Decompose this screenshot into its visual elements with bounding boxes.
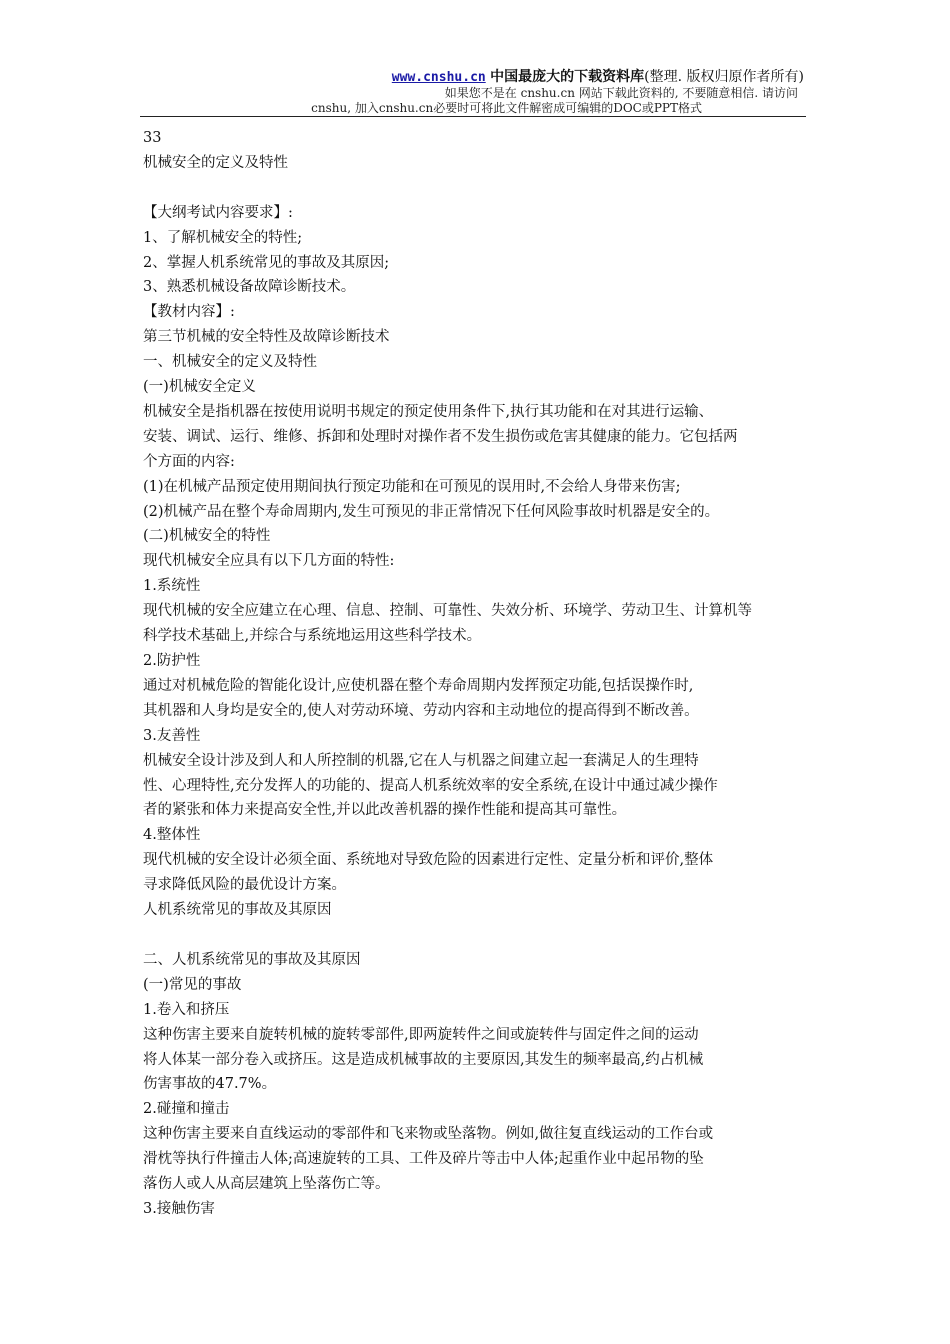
text-line: 2.防护性 <box>143 653 201 670</box>
text-line: (2)机械产品在整个寿命周期内,发生可预见的非正常情况下任何风险事故时机器是安全的。 <box>143 503 720 520</box>
text-line: 3.接触伤害 <box>143 1200 215 1217</box>
text-line: 现代机械安全应具有以下几方面的特性: <box>143 553 395 570</box>
document-body <box>143 126 811 1222</box>
text-line: 第三节机械的安全特性及故障诊断技术 <box>143 329 390 346</box>
text-line: 机械安全是指机器在按使用说明书规定的预定使用条件下,执行其功能和在对其进行运输、 <box>143 403 714 420</box>
text-line: 性、心理特性,充分发挥人的功能的、提高人机系统效率的安全系统,在设计中通过减少操作 <box>143 777 718 794</box>
text-line: 科学技术基础上,并综合与系统地运用这些科学技术。 <box>143 628 482 645</box>
text-line: 将人体某一部分卷入或挤压。这是造成机械事故的主要原因,其发生的频率最高,约占机械 <box>143 1051 704 1068</box>
text-line: 者的紧张和体力来提高安全性,并以此改善机器的操作性能和提高其可靠性。 <box>143 802 627 819</box>
text-line: (二)机械安全的特性 <box>143 528 271 545</box>
text-line: 3、熟悉机械设备故障诊断技术。 <box>143 279 356 296</box>
text-line: 安装、调试、运行、维修、拆卸和处理时对操作者不发生损伤或危害其健康的能力。它包括两 <box>143 428 738 445</box>
header-line-3: cnshu, 加入cnshu.cn必要时可将此文件解密成可编辑的DOC或PPT格式 <box>311 101 702 115</box>
text-line <box>143 176 811 201</box>
text-line <box>143 923 811 948</box>
text-line: 2.碰撞和撞击 <box>143 1101 230 1118</box>
text-line: 1.系统性 <box>143 578 201 595</box>
text-line: (一)常见的事故 <box>143 976 242 993</box>
text-line: 【大纲考试内容要求】: <box>143 204 293 221</box>
text-line: 【教材内容】: <box>143 304 235 321</box>
text-line: 现代机械的安全设计必须全面、系统地对导致危险的因素进行定性、定量分析和评价,整体 <box>143 852 714 869</box>
text-line: 33 <box>143 130 162 146</box>
text-line: 2、掌握人机系统常见的事故及其原因; <box>143 254 390 271</box>
text-line: 伤害事故的47.7%。 <box>143 1076 277 1093</box>
text-line: 通过对机械危险的智能化设计,应使机器在整个寿命周期内发挥预定功能,包括误操作时, <box>143 677 694 694</box>
text-line: 滑枕等执行件撞击人体;高速旋转的工具、工件及碎片等击中人体;起重作业中起吊物的坠 <box>143 1151 704 1168</box>
text-line: 一、机械安全的定义及特性 <box>143 354 317 371</box>
text-line: 1、了解机械安全的特性; <box>143 229 303 246</box>
header-title: 中国最庞大的下载资料库 <box>490 69 645 85</box>
text-line: 这种伤害主要来自直线运动的零部件和飞来物或坠落物。例如,做往复直线运动的工作台或 <box>143 1126 714 1143</box>
text-line: 机械安全的定义及特性 <box>143 154 288 171</box>
text-line: 现代机械的安全应建立在心理、信息、控制、可靠性、失效分析、环境学、劳动卫生、计算机等 <box>143 603 752 620</box>
text-line: (一)机械安全定义 <box>143 379 256 396</box>
text-line: 二、人机系统常见的事故及其原因 <box>143 951 361 968</box>
page-header <box>140 66 806 117</box>
text-line: 这种伤害主要来自旋转机械的旋转零部件,即两旋转件之间或旋转件与固定件之间的运动 <box>143 1026 699 1043</box>
text-line: 寻求降低风险的最优设计方案。 <box>143 877 346 894</box>
header-suffix: (整理. 版权归原作者所有) <box>644 69 804 85</box>
header-line-1 <box>392 66 804 86</box>
text-line: 其机器和人身均是安全的,使人对劳动环境、劳动内容和主动地位的提高得到不断改善。 <box>143 702 699 719</box>
header-line-2: 如果您不是在 cnshu.cn 网站下载此资料的, 不要随意相信. 请访问 <box>444 86 798 100</box>
text-line: 落伤人或人从高层建筑上坠落伤亡等。 <box>143 1176 390 1193</box>
text-line: 机械安全设计涉及到人和人所控制的机器,它在人与机器之间建立起一套满足人的生理特 <box>143 752 699 769</box>
text-line: (1)在机械产品预定使用期间执行预定功能和在可预见的误用时,不会给人身带来伤害; <box>143 478 681 495</box>
text-line: 1.卷入和挤压 <box>143 1001 230 1018</box>
text-line: 4.整体性 <box>143 827 201 844</box>
site-link[interactable]: www.cnshu.cn <box>391 70 486 85</box>
text-line: 3.友善性 <box>143 727 201 744</box>
text-line: 人机系统常见的事故及其原因 <box>143 902 332 919</box>
text-line: 个方面的内容: <box>143 453 235 470</box>
